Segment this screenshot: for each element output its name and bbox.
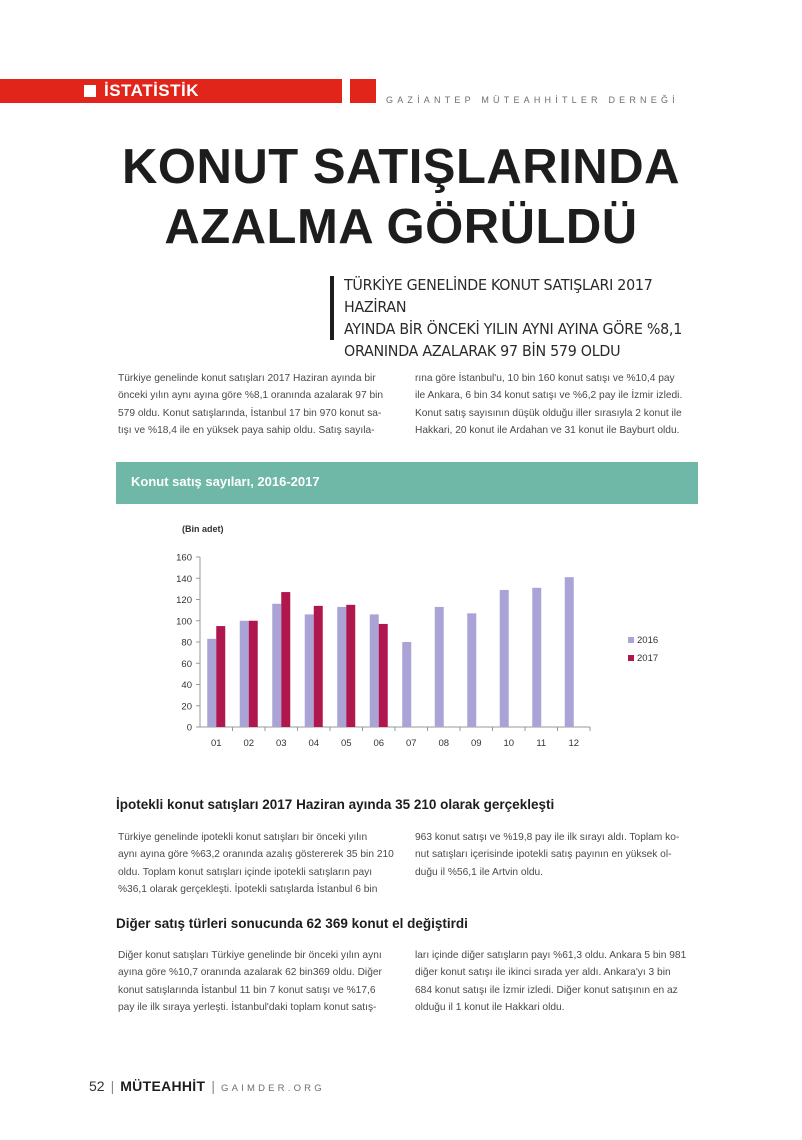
other-sales-column-2 <box>415 947 687 1017</box>
bar-2016-11 <box>532 588 541 727</box>
x-tick-label: 07 <box>405 738 417 749</box>
text-line: 963 konut satışı ve %19,8 pay ile ilk sırayı aldı. Toplam ko- <box>415 832 680 843</box>
x-tick-label: 02 <box>243 738 255 749</box>
section-square-icon <box>84 85 96 97</box>
bar-2016-12 <box>565 577 574 727</box>
bar-2016-07 <box>402 642 411 727</box>
y-tick-label: 40 <box>181 680 192 691</box>
website-link[interactable]: GAIMDER.ORG <box>221 1083 325 1094</box>
text-line: 579 oldu. Konut satışlarında, İstanbul 17 bin 970 konut sa- <box>118 407 382 419</box>
text-line: Türkiye genelinde ipotekli konut satışları bir önceki yılın <box>118 832 368 843</box>
title-line-1: KONUT SATIŞLARINDA <box>122 140 680 194</box>
text-line: olduğu il 1 konut ile Hakkari oldu. <box>415 1002 565 1014</box>
legend-label-2016: 2016 <box>637 635 659 646</box>
y-tick-label: 60 <box>181 658 192 670</box>
footer-separator: | <box>110 1078 115 1094</box>
text-line: rına göre İstanbul'u, 10 bin 160 konut satışı ve %10,4 pay <box>415 373 675 384</box>
footer <box>89 1078 325 1097</box>
bar-2016-04 <box>305 614 314 727</box>
x-tick-label: 09 <box>470 738 482 749</box>
text-line: nut satışları içerisinde ipotekli satış payının en yüksek ol- <box>415 849 672 861</box>
section-heading-mortgage: İpotekli konut satışları 2017 Haziran ayında 35 210 olarak gerçekleşti <box>116 797 555 812</box>
bar-2017-03 <box>281 592 290 727</box>
text-line: Diğer konut satışları Türkiye genelinde bir önceki yılın aynı <box>118 950 382 961</box>
bar-2016-03 <box>272 604 281 727</box>
y-tick-label: 80 <box>181 637 192 649</box>
bar-2017-06 <box>379 624 388 727</box>
title-line-2: AZALMA GÖRÜLDÜ <box>164 200 638 254</box>
chart-unit-label: (Bin adet) <box>182 524 224 534</box>
chart-title: Konut satış sayıları, 2016-2017 <box>131 474 320 489</box>
text-line: konut satışlarında İstanbul 11 bin 7 konut satışı ve %17,6 <box>118 984 376 996</box>
text-line: ları içinde diğer satışların payı %61,3 oldu. Ankara 5 bin 981 <box>415 950 687 961</box>
y-tick-label: 20 <box>181 701 192 713</box>
y-tick-label: 100 <box>176 616 192 628</box>
intro-column-2 <box>415 370 687 440</box>
text-line: ile Ankara, 6 bin 34 konut satışı ve %6,2 pay ile İzmir izledi. <box>415 390 683 402</box>
footer-separator: | <box>211 1078 215 1094</box>
x-tick-label: 08 <box>438 738 450 749</box>
bar-2017-04 <box>314 606 323 727</box>
y-tick-label: 140 <box>176 573 192 585</box>
lead-bar <box>330 276 334 340</box>
lead-line: ORANINDA AZALARAK 97 BİN 579 OLDU <box>344 342 621 360</box>
text-line: Konut satış sayısının düşük olduğu iller sırasıyla 2 konut ile <box>415 407 682 419</box>
text-line: aynı ayına göre %63,2 oranında azalış göstererek 35 bin 210 <box>118 849 394 861</box>
text-line: Hakkari, 20 konut ile Ardahan ve 31 konut ile Bayburt oldu. <box>415 425 680 437</box>
x-tick-label: 11 <box>536 738 547 749</box>
section-label: İSTATİSTİK <box>104 81 200 100</box>
text-line: oldu. Toplam konut satışları içinde ipotekli satışların payı <box>118 866 373 878</box>
bar-chart <box>160 515 680 760</box>
bar-2017-01 <box>216 626 225 727</box>
y-tick-label: 120 <box>176 595 192 606</box>
x-tick-label: 10 <box>503 738 515 749</box>
y-tick-label: 160 <box>176 552 192 564</box>
page-number: 52 <box>89 1078 105 1094</box>
bar-2016-06 <box>370 614 379 727</box>
text-line: pay ile ilk sıraya yerleşti. İstanbul'daki toplam konut satış- <box>118 1002 377 1014</box>
other-sales-column-1 <box>118 947 390 1017</box>
legend-swatch-2016 <box>628 637 634 643</box>
text-line: Türkiye genelinde konut satışları 2017 Haziran ayında bir <box>118 373 376 384</box>
mortgage-column-2 <box>415 829 687 881</box>
bar-2017-02 <box>249 621 258 727</box>
lead-line: TÜRKİYE GENELİNDE KONUT SATIŞLARI 2017 HAZİRAN <box>344 276 653 316</box>
text-line: ayına göre %10,7 oranında azalarak 62 bin369 oldu. Diğer <box>118 967 382 979</box>
intro-column-1 <box>118 370 390 440</box>
x-tick-label: 05 <box>340 738 352 749</box>
text-line: duğu il %56,1 ile Artvin oldu. <box>415 866 543 878</box>
bar-2016-02 <box>240 621 249 727</box>
x-tick-label: 03 <box>275 738 287 749</box>
header-red-block <box>350 79 376 103</box>
lead-text <box>344 274 694 362</box>
text-line: %36,1 olarak gerçekleşti. İpotekli satışlarda İstanbul 6 bin <box>118 884 378 896</box>
text-line: diğer konut satışı ile ikinci sırada yer aldı. Ankara'yı 3 bin <box>415 967 671 979</box>
bar-2016-08 <box>435 607 444 727</box>
x-tick-label: 12 <box>568 738 580 749</box>
text-line: önceki yılın aynı ayına göre %8,1 oranında azalarak 97 bin <box>118 390 384 402</box>
bar-2016-10 <box>500 590 509 727</box>
lead-line: AYINDA BİR ÖNCEKİ YILIN AYNI AYINA GÖRE %8,1 <box>344 320 682 338</box>
bar-2016-01 <box>207 639 216 727</box>
text-line: tışı ve %18,4 ile en yüksek paya sahip oldu. Satış sayıla- <box>118 425 375 437</box>
x-tick-label: 06 <box>373 738 385 749</box>
bar-2016-09 <box>467 613 476 727</box>
brand-logo: MÜTEAHHİT <box>120 1078 206 1094</box>
section-heading-other-sales: Diğer satış türleri sonucunda 62 369 konut el değiştirdi <box>116 916 468 931</box>
x-tick-label: 01 <box>210 738 222 749</box>
text-line: 684 konut satışı ile İzmir izledi. Diğer konut satışının en az <box>415 984 678 996</box>
x-tick-label: 04 <box>308 738 320 749</box>
bar-2017-05 <box>346 605 355 727</box>
y-tick-label: 0 <box>186 722 192 734</box>
bar-2016-05 <box>337 607 346 727</box>
page-title <box>60 137 742 257</box>
legend-label-2017: 2017 <box>637 653 659 664</box>
association-name: GAZİANTEP MÜTEAHHİTLER DERNEĞİ <box>386 95 679 105</box>
legend-swatch-2017 <box>628 655 634 661</box>
mortgage-column-1 <box>118 829 394 899</box>
